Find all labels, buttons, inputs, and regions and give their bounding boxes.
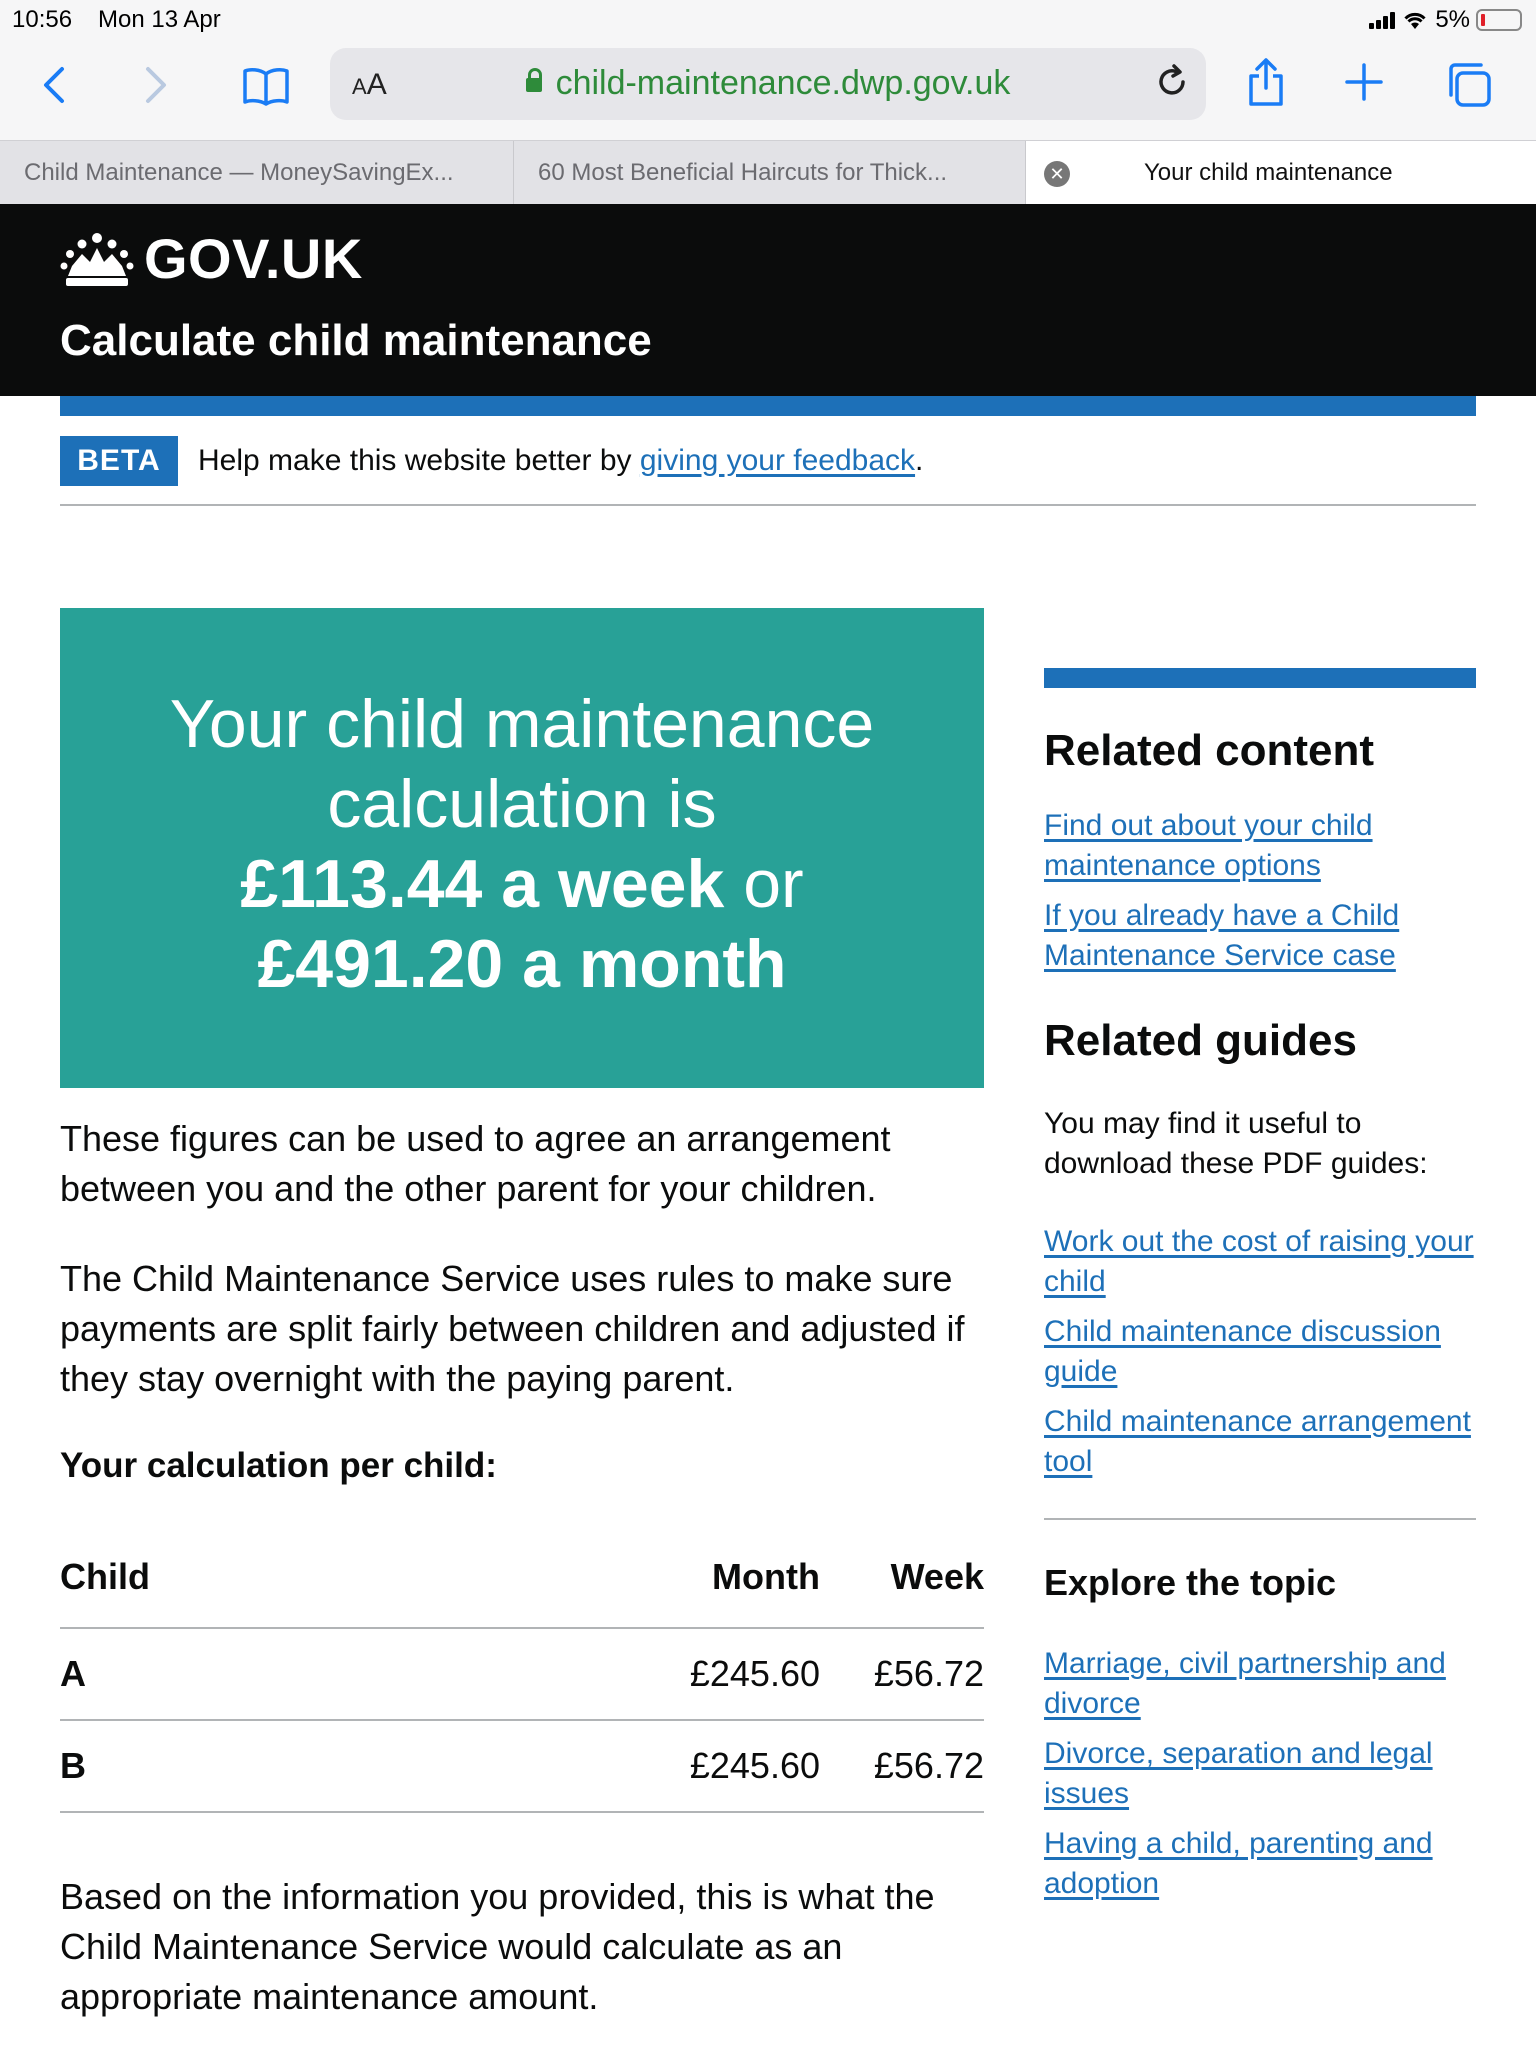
tabs-overview-icon[interactable] [1442, 58, 1494, 110]
list-item [1044, 896, 1476, 976]
list-item [1044, 1312, 1476, 1392]
link-arrangement-tool[interactable]: Child maintenance arrangement tool [1044, 1405, 1471, 1478]
lock-icon [526, 78, 542, 92]
url-text: child-maintenance.dwp.gov.uk [555, 64, 1011, 102]
status-right [1369, 6, 1522, 34]
related-content-heading: Related content [1044, 726, 1375, 775]
status-date: Mon 13 Apr [98, 6, 221, 33]
related-guides-heading: Related guides [1044, 1016, 1357, 1065]
browser-toolbar [0, 40, 1536, 140]
list-item [1044, 1734, 1476, 1814]
weekly-amount-line [60, 844, 984, 924]
panel-title-line1: Your child maintenance [169, 686, 875, 762]
link-parenting-adoption[interactable]: Having a child, parenting and adoption [1044, 1827, 1433, 1900]
cell-child: B [60, 1720, 480, 1812]
tab-label: Child Maintenance — MoneySavingEx... [24, 159, 454, 186]
govuk-header [0, 204, 1536, 396]
link-existing-cms-case[interactable]: If you already have a Child Maintenance Service case [1044, 899, 1400, 972]
tab-label: 60 Most Beneficial Haircuts for Thick... [538, 159, 948, 186]
table-row [60, 1720, 984, 1812]
tab-haircuts[interactable] [514, 141, 1026, 205]
header-blue-band [60, 396, 1476, 416]
sidebar-blue-bar [1044, 668, 1476, 688]
table-header-row [60, 1552, 984, 1628]
cell-week: £56.72 [820, 1628, 984, 1720]
feedback-link[interactable]: giving your feedback [639, 444, 916, 477]
explore-topic-heading: Explore the topic [1044, 1562, 1337, 1603]
phase-banner [60, 436, 1476, 506]
forward-icon[interactable] [136, 60, 176, 110]
related-sidebar [1044, 668, 1476, 1914]
reload-icon[interactable] [1152, 62, 1192, 107]
close-tab-icon[interactable]: ✕ [1044, 161, 1070, 187]
beta-tag: BETA [60, 436, 178, 486]
list-item [1044, 1402, 1476, 1482]
calculation-table [60, 1552, 984, 1813]
govuk-logo[interactable]: GOV.UK [144, 227, 363, 290]
link-cost-of-raising-child[interactable]: Work out the cost of raising your child [1044, 1225, 1474, 1298]
list-item [1044, 1222, 1476, 1302]
status-time: 10:56 [12, 6, 73, 33]
browser-tabs [0, 140, 1536, 204]
link-marriage-divorce[interactable]: Marriage, civil partnership and divorce [1044, 1647, 1446, 1720]
tab-your-child-maintenance[interactable] [1026, 141, 1536, 205]
sidebar-divider [1044, 1518, 1476, 1520]
bookmarks-icon[interactable] [238, 62, 294, 110]
column-header-week: Week [820, 1552, 984, 1628]
battery-percent: 5% [1435, 6, 1470, 33]
related-guides-intro: You may find it useful to download these PDF guides: [1044, 1107, 1428, 1180]
new-tab-icon[interactable] [1342, 60, 1386, 104]
monthly-amount: £491.20 a month [257, 926, 787, 1002]
calculation-heading: Your calculation per child: [60, 1446, 497, 1485]
address-bar[interactable] [330, 48, 1206, 120]
rules-paragraph: The Child Maintenance Service uses rules to make sure payments are split fairly between children and adjusted if they stay overnight with the paying parent. [60, 1258, 965, 1399]
column-header-child: Child [60, 1552, 480, 1628]
link-divorce-separation[interactable]: Divorce, separation and legal issues [1044, 1737, 1433, 1810]
crown-icon[interactable] [60, 232, 134, 288]
url-display[interactable] [330, 64, 1206, 103]
panel-title-line2: calculation is [327, 766, 717, 842]
related-guides-list [1044, 1222, 1476, 1482]
cell-month: £245.60 [480, 1720, 820, 1812]
beta-text [198, 444, 923, 478]
reader-text-size-button[interactable]: AA [352, 68, 387, 101]
cell-month: £245.60 [480, 1628, 820, 1720]
table-row [60, 1628, 984, 1720]
related-content-list [1044, 806, 1476, 976]
weekly-amount: £113.44 a week [240, 846, 725, 922]
figures-paragraph: These figures can be used to agree an arrangement between you and the other parent for your children. [60, 1118, 891, 1209]
share-icon[interactable] [1244, 52, 1288, 112]
cell-child: A [60, 1628, 480, 1720]
list-item [1044, 1644, 1476, 1724]
tab-label: Your child maintenance [1144, 159, 1393, 186]
service-name[interactable]: Calculate child maintenance [60, 316, 652, 365]
link-child-maintenance-options[interactable]: Find out about your child maintenance options [1044, 809, 1373, 882]
list-item [1044, 1824, 1476, 1904]
status-bar [0, 0, 1536, 40]
beta-text-before: Help make this website better by [198, 444, 640, 477]
battery-icon [1476, 9, 1522, 31]
summary-paragraph: Based on the information you provided, this is what the Child Maintenance Service would calculate as an appropriate maintenance amount. [60, 1876, 935, 2017]
tab-moneysavingexpert[interactable] [0, 141, 514, 205]
column-header-month: Month [480, 1552, 820, 1628]
panel-or: or [743, 846, 804, 922]
signal-icon [1369, 11, 1395, 29]
wifi-icon [1401, 9, 1429, 31]
beta-text-after: . [915, 444, 924, 477]
link-discussion-guide[interactable]: Child maintenance discussion guide [1044, 1315, 1441, 1388]
back-icon[interactable] [34, 60, 74, 110]
result-panel [60, 608, 984, 1088]
explore-topic-list [1044, 1644, 1476, 1904]
cell-week: £56.72 [820, 1720, 984, 1812]
list-item [1044, 806, 1476, 886]
